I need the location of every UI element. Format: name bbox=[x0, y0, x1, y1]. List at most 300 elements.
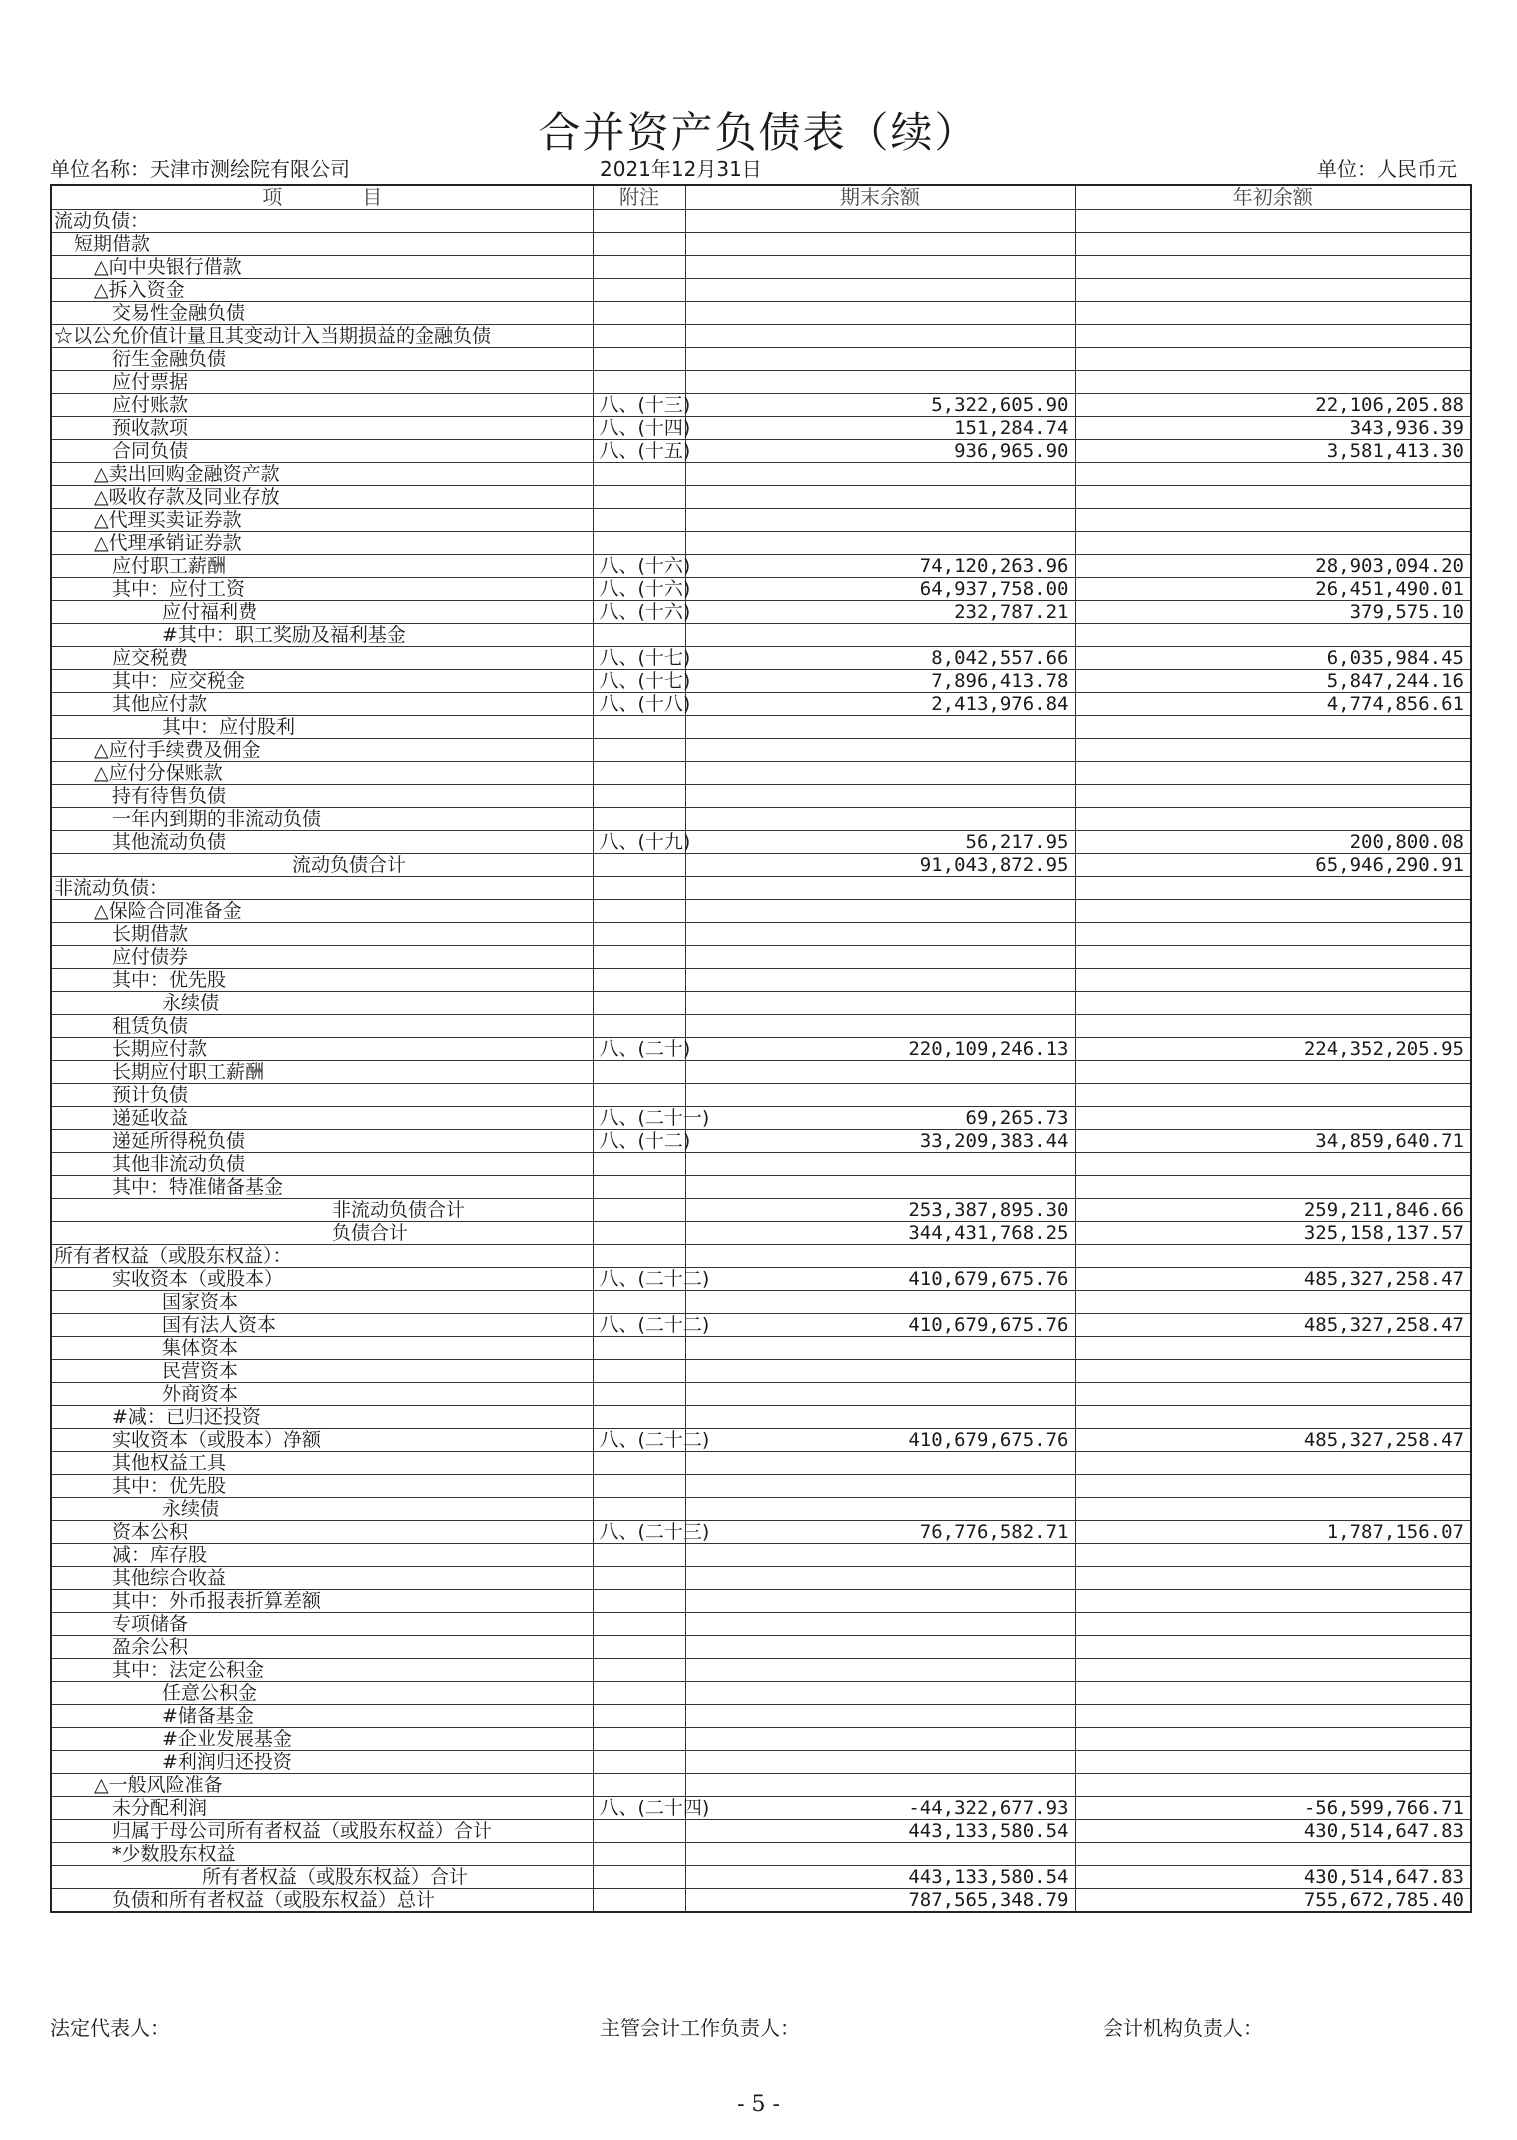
row-note bbox=[593, 370, 685, 393]
table-row bbox=[51, 1221, 1471, 1244]
row-note: 八、(十六) bbox=[593, 554, 685, 577]
row-note bbox=[593, 301, 685, 324]
table-row bbox=[51, 232, 1471, 255]
row-period-end bbox=[685, 807, 1075, 830]
row-note bbox=[593, 1681, 685, 1704]
header-period-end: 期末余额 bbox=[685, 185, 1075, 209]
row-period-begin bbox=[1075, 761, 1471, 784]
row-period-end: 151,284.74 bbox=[685, 416, 1075, 439]
row-note bbox=[593, 531, 685, 554]
row-period-begin bbox=[1075, 807, 1471, 830]
row-period-begin: 26,451,490.01 bbox=[1075, 577, 1471, 600]
row-period-end bbox=[685, 715, 1075, 738]
table-row bbox=[51, 1635, 1471, 1658]
row-period-begin bbox=[1075, 255, 1471, 278]
row-period-begin bbox=[1075, 1635, 1471, 1658]
row-label: 归属于母公司所有者权益（或股东权益）合计 bbox=[51, 1819, 593, 1842]
row-period-end: 443,133,580.54 bbox=[685, 1819, 1075, 1842]
table-row bbox=[51, 1014, 1471, 1037]
row-note bbox=[593, 1612, 685, 1635]
row-label: 其中：法定公积金 bbox=[51, 1658, 593, 1681]
table-row bbox=[51, 1773, 1471, 1796]
row-period-end bbox=[685, 1175, 1075, 1198]
row-period-begin bbox=[1075, 209, 1471, 232]
row-note bbox=[593, 968, 685, 991]
row-label: ☆以公允价值计量且其变动计入当期损益的金融负债 bbox=[51, 324, 593, 347]
row-note bbox=[593, 462, 685, 485]
table-row bbox=[51, 577, 1471, 600]
table-row bbox=[51, 1106, 1471, 1129]
row-note bbox=[593, 485, 685, 508]
row-period-begin bbox=[1075, 1497, 1471, 1520]
row-label: △代理承销证券款 bbox=[51, 531, 593, 554]
table-row bbox=[51, 508, 1471, 531]
row-period-end bbox=[685, 232, 1075, 255]
table-row bbox=[51, 1267, 1471, 1290]
row-note: 八、(十六) bbox=[593, 600, 685, 623]
table-row bbox=[51, 853, 1471, 876]
row-period-begin bbox=[1075, 278, 1471, 301]
row-note bbox=[593, 1060, 685, 1083]
row-period-begin bbox=[1075, 945, 1471, 968]
row-period-end bbox=[685, 968, 1075, 991]
table-row bbox=[51, 1589, 1471, 1612]
table-row bbox=[51, 1520, 1471, 1543]
row-label: 所有者权益（或股东权益）： bbox=[51, 1244, 593, 1267]
row-label: 资本公积 bbox=[51, 1520, 593, 1543]
table-row bbox=[51, 991, 1471, 1014]
legal-representative-label: 法定代表人： bbox=[50, 2016, 170, 2040]
row-label: 其中：应付工资 bbox=[51, 577, 593, 600]
table-row bbox=[51, 784, 1471, 807]
row-period-begin bbox=[1075, 1152, 1471, 1175]
row-period-begin bbox=[1075, 1612, 1471, 1635]
row-period-begin bbox=[1075, 1658, 1471, 1681]
table-row bbox=[51, 1336, 1471, 1359]
table-row bbox=[51, 1175, 1471, 1198]
row-period-begin bbox=[1075, 324, 1471, 347]
table-row bbox=[51, 715, 1471, 738]
row-label: 其他应付款 bbox=[51, 692, 593, 715]
row-note: 八、(十七) bbox=[593, 669, 685, 692]
table-row bbox=[51, 623, 1471, 646]
row-note bbox=[593, 807, 685, 830]
row-label: 实收资本（或股本） bbox=[51, 1267, 593, 1290]
row-period-begin: 3,581,413.30 bbox=[1075, 439, 1471, 462]
accounting-head-label: 主管会计工作负责人： bbox=[600, 2016, 800, 2040]
row-note bbox=[593, 1244, 685, 1267]
row-note bbox=[593, 1405, 685, 1428]
row-period-begin bbox=[1075, 876, 1471, 899]
row-period-begin bbox=[1075, 1405, 1471, 1428]
row-label: △拆入资金 bbox=[51, 278, 593, 301]
page-number: - 5 - bbox=[737, 2092, 780, 2117]
company-name: 单位名称：天津市测绘院有限公司 bbox=[50, 157, 350, 181]
row-period-end: 344,431,768.25 bbox=[685, 1221, 1075, 1244]
row-period-begin bbox=[1075, 1704, 1471, 1727]
row-note: 八、(二十四) bbox=[593, 1796, 685, 1819]
row-period-begin: 34,859,640.71 bbox=[1075, 1129, 1471, 1152]
table-row bbox=[51, 1612, 1471, 1635]
table-row bbox=[51, 1290, 1471, 1313]
row-period-begin bbox=[1075, 784, 1471, 807]
row-note bbox=[593, 715, 685, 738]
row-period-end bbox=[685, 1727, 1075, 1750]
row-period-end: 410,679,675.76 bbox=[685, 1313, 1075, 1336]
table-row bbox=[51, 439, 1471, 462]
table-row bbox=[51, 899, 1471, 922]
table-body bbox=[51, 209, 1471, 1912]
row-note: 八、(二十) bbox=[593, 1037, 685, 1060]
row-period-end bbox=[685, 1566, 1075, 1589]
row-period-begin bbox=[1075, 1589, 1471, 1612]
row-period-begin bbox=[1075, 508, 1471, 531]
row-label: 民营资本 bbox=[51, 1359, 593, 1382]
row-period-end: 253,387,895.30 bbox=[685, 1198, 1075, 1221]
row-period-begin bbox=[1075, 991, 1471, 1014]
row-period-end bbox=[685, 1635, 1075, 1658]
row-note bbox=[593, 1359, 685, 1382]
table-row bbox=[51, 255, 1471, 278]
table-row bbox=[51, 1796, 1471, 1819]
row-period-begin bbox=[1075, 1543, 1471, 1566]
row-period-end bbox=[685, 347, 1075, 370]
row-period-begin bbox=[1075, 462, 1471, 485]
row-period-end bbox=[685, 991, 1075, 1014]
row-period-end bbox=[685, 784, 1075, 807]
row-note bbox=[593, 738, 685, 761]
table-row bbox=[51, 1497, 1471, 1520]
table-row bbox=[51, 1842, 1471, 1865]
row-note bbox=[593, 1451, 685, 1474]
table-row bbox=[51, 807, 1471, 830]
table-row bbox=[51, 1060, 1471, 1083]
row-note: 八、(十四) bbox=[593, 416, 685, 439]
table-row bbox=[51, 393, 1471, 416]
row-label: 短期借款 bbox=[51, 232, 593, 255]
row-period-end bbox=[685, 531, 1075, 554]
row-label: 外商资本 bbox=[51, 1382, 593, 1405]
row-label: 永续债 bbox=[51, 991, 593, 1014]
row-note bbox=[593, 1474, 685, 1497]
table-row bbox=[51, 1129, 1471, 1152]
row-note: 八、(十八) bbox=[593, 692, 685, 715]
row-period-begin bbox=[1075, 922, 1471, 945]
row-label: 合同负债 bbox=[51, 439, 593, 462]
row-label: 减：库存股 bbox=[51, 1543, 593, 1566]
row-period-begin: 343,936.39 bbox=[1075, 416, 1471, 439]
table-row bbox=[51, 370, 1471, 393]
row-period-end bbox=[685, 1290, 1075, 1313]
table-row bbox=[51, 462, 1471, 485]
row-period-end: 33,209,383.44 bbox=[685, 1129, 1075, 1152]
page-title: 合并资产负债表（续） bbox=[538, 108, 979, 157]
row-period-begin bbox=[1075, 738, 1471, 761]
row-note bbox=[593, 508, 685, 531]
table-row bbox=[51, 554, 1471, 577]
row-label: 集体资本 bbox=[51, 1336, 593, 1359]
row-period-begin bbox=[1075, 623, 1471, 646]
row-note bbox=[593, 876, 685, 899]
row-period-begin: 325,158,137.57 bbox=[1075, 1221, 1471, 1244]
row-period-begin: 65,946,290.91 bbox=[1075, 853, 1471, 876]
row-label: 盈余公积 bbox=[51, 1635, 593, 1658]
row-label: 专项储备 bbox=[51, 1612, 593, 1635]
row-note bbox=[593, 1888, 685, 1912]
row-period-begin: 379,575.10 bbox=[1075, 600, 1471, 623]
row-period-end: 2,413,976.84 bbox=[685, 692, 1075, 715]
row-note: 八、(十六) bbox=[593, 577, 685, 600]
row-note bbox=[593, 623, 685, 646]
table-row bbox=[51, 209, 1471, 232]
row-note bbox=[593, 784, 685, 807]
table-row bbox=[51, 692, 1471, 715]
row-period-begin bbox=[1075, 232, 1471, 255]
row-note bbox=[593, 255, 685, 278]
table-row bbox=[51, 1819, 1471, 1842]
row-label: 非流动负债合计 bbox=[51, 1198, 593, 1221]
row-label: 应付票据 bbox=[51, 370, 593, 393]
row-period-begin bbox=[1075, 1474, 1471, 1497]
row-label: 其中：外币报表折算差额 bbox=[51, 1589, 593, 1612]
row-note bbox=[593, 278, 685, 301]
row-period-end bbox=[685, 876, 1075, 899]
row-period-end bbox=[685, 1612, 1075, 1635]
row-note bbox=[593, 1589, 685, 1612]
row-period-begin: 430,514,647.83 bbox=[1075, 1819, 1471, 1842]
header-period-begin: 年初余额 bbox=[1075, 185, 1471, 209]
row-label: 其他综合收益 bbox=[51, 1566, 593, 1589]
row-note bbox=[593, 899, 685, 922]
row-period-end bbox=[685, 278, 1075, 301]
row-label: 负债合计 bbox=[51, 1221, 593, 1244]
row-period-end bbox=[685, 324, 1075, 347]
row-note bbox=[593, 1727, 685, 1750]
row-period-begin: 5,847,244.16 bbox=[1075, 669, 1471, 692]
row-label: 国有法人资本 bbox=[51, 1313, 593, 1336]
row-note bbox=[593, 1704, 685, 1727]
row-period-end: 410,679,675.76 bbox=[685, 1267, 1075, 1290]
row-period-end bbox=[685, 738, 1075, 761]
row-period-end bbox=[685, 1060, 1075, 1083]
table-row bbox=[51, 761, 1471, 784]
row-label: 预计负债 bbox=[51, 1083, 593, 1106]
row-label: 递延收益 bbox=[51, 1106, 593, 1129]
table-row bbox=[51, 1865, 1471, 1888]
row-period-end: 74,120,263.96 bbox=[685, 554, 1075, 577]
row-label: #减：已归还投资 bbox=[51, 1405, 593, 1428]
row-period-begin bbox=[1075, 715, 1471, 738]
table-row bbox=[51, 278, 1471, 301]
row-period-begin bbox=[1075, 370, 1471, 393]
table-row bbox=[51, 1658, 1471, 1681]
row-note bbox=[593, 1658, 685, 1681]
row-label: 其他流动负债 bbox=[51, 830, 593, 853]
table-row bbox=[51, 1474, 1471, 1497]
row-period-begin bbox=[1075, 1382, 1471, 1405]
row-label: 应付职工薪酬 bbox=[51, 554, 593, 577]
row-period-begin: 224,352,205.95 bbox=[1075, 1037, 1471, 1060]
table-row bbox=[51, 531, 1471, 554]
currency-unit: 单位：人民币元 bbox=[1317, 157, 1457, 181]
row-note bbox=[593, 1152, 685, 1175]
row-label: △应付手续费及佣金 bbox=[51, 738, 593, 761]
row-period-end bbox=[685, 1474, 1075, 1497]
row-label: 所有者权益（或股东权益）合计 bbox=[51, 1865, 593, 1888]
row-period-begin bbox=[1075, 531, 1471, 554]
table-row bbox=[51, 738, 1471, 761]
row-period-end: -44,322,677.93 bbox=[685, 1796, 1075, 1819]
row-period-end: 7,896,413.78 bbox=[685, 669, 1075, 692]
row-period-end bbox=[685, 508, 1075, 531]
row-period-begin bbox=[1075, 347, 1471, 370]
row-label: 其中：优先股 bbox=[51, 968, 593, 991]
row-period-end bbox=[685, 1681, 1075, 1704]
row-label: △应付分保账款 bbox=[51, 761, 593, 784]
row-period-end bbox=[685, 1382, 1075, 1405]
table-row bbox=[51, 1727, 1471, 1750]
row-note bbox=[593, 1014, 685, 1037]
row-note bbox=[593, 761, 685, 784]
row-period-end: 443,133,580.54 bbox=[685, 1865, 1075, 1888]
row-note bbox=[593, 1083, 685, 1106]
row-period-end bbox=[685, 485, 1075, 508]
row-label: #其中：职工奖励及福利基金 bbox=[51, 623, 593, 646]
row-period-begin bbox=[1075, 1750, 1471, 1773]
row-period-end: 232,787.21 bbox=[685, 600, 1075, 623]
row-label: 长期借款 bbox=[51, 922, 593, 945]
table-row bbox=[51, 1681, 1471, 1704]
table-row bbox=[51, 1566, 1471, 1589]
row-period-begin: 755,672,785.40 bbox=[1075, 1888, 1471, 1912]
row-period-end: 936,965.90 bbox=[685, 439, 1075, 462]
row-period-begin: 4,774,856.61 bbox=[1075, 692, 1471, 715]
row-note bbox=[593, 1382, 685, 1405]
table-row bbox=[51, 1405, 1471, 1428]
row-period-end: 64,937,758.00 bbox=[685, 577, 1075, 600]
row-period-end bbox=[685, 1014, 1075, 1037]
row-note bbox=[593, 347, 685, 370]
row-label: △吸收存款及同业存放 bbox=[51, 485, 593, 508]
row-period-begin: 485,327,258.47 bbox=[1075, 1267, 1471, 1290]
agency-head-label: 会计机构负责人： bbox=[1103, 2016, 1263, 2040]
row-period-end bbox=[685, 1704, 1075, 1727]
row-label: 其中：应付股利 bbox=[51, 715, 593, 738]
row-period-begin bbox=[1075, 1566, 1471, 1589]
row-note: 八、(十三) bbox=[593, 393, 685, 416]
table-row bbox=[51, 347, 1471, 370]
row-note: 八、(十九) bbox=[593, 830, 685, 853]
row-note bbox=[593, 991, 685, 1014]
table-row bbox=[51, 1198, 1471, 1221]
row-note bbox=[593, 1773, 685, 1796]
row-period-end bbox=[685, 1451, 1075, 1474]
row-period-begin bbox=[1075, 1359, 1471, 1382]
report-date: 2021年12月31日 bbox=[600, 157, 762, 181]
row-period-end: 76,776,582.71 bbox=[685, 1520, 1075, 1543]
table-row bbox=[51, 1359, 1471, 1382]
row-label: 衍生金融负债 bbox=[51, 347, 593, 370]
row-note: 八、(十二) bbox=[593, 1129, 685, 1152]
row-label: 非流动负债： bbox=[51, 876, 593, 899]
row-label: 应付账款 bbox=[51, 393, 593, 416]
row-label: 任意公积金 bbox=[51, 1681, 593, 1704]
row-note bbox=[593, 1635, 685, 1658]
table-row bbox=[51, 1382, 1471, 1405]
table-row bbox=[51, 1750, 1471, 1773]
row-note bbox=[593, 1819, 685, 1842]
row-period-begin bbox=[1075, 968, 1471, 991]
row-period-end bbox=[685, 1083, 1075, 1106]
row-period-end bbox=[685, 1842, 1075, 1865]
row-period-end bbox=[685, 370, 1075, 393]
row-note bbox=[593, 853, 685, 876]
table-row bbox=[51, 1152, 1471, 1175]
row-period-end: 8,042,557.66 bbox=[685, 646, 1075, 669]
table-row bbox=[51, 1451, 1471, 1474]
row-period-begin: 28,903,094.20 bbox=[1075, 554, 1471, 577]
row-note bbox=[593, 1842, 685, 1865]
row-period-begin: 259,211,846.66 bbox=[1075, 1198, 1471, 1221]
row-period-begin bbox=[1075, 1083, 1471, 1106]
table-row bbox=[51, 1244, 1471, 1267]
table-row bbox=[51, 922, 1471, 945]
row-period-end bbox=[685, 255, 1075, 278]
row-label: 应交税费 bbox=[51, 646, 593, 669]
row-period-end bbox=[685, 899, 1075, 922]
row-label: 其中：应交税金 bbox=[51, 669, 593, 692]
row-period-begin bbox=[1075, 1727, 1471, 1750]
row-period-end bbox=[685, 761, 1075, 784]
row-period-end bbox=[685, 922, 1075, 945]
row-period-end: 787,565,348.79 bbox=[685, 1888, 1075, 1912]
row-note bbox=[593, 324, 685, 347]
row-period-begin: 430,514,647.83 bbox=[1075, 1865, 1471, 1888]
row-label: △保险合同准备金 bbox=[51, 899, 593, 922]
row-label: 租赁负债 bbox=[51, 1014, 593, 1037]
table-row bbox=[51, 301, 1471, 324]
table-row bbox=[51, 1083, 1471, 1106]
row-period-end bbox=[685, 1244, 1075, 1267]
table-row bbox=[51, 1704, 1471, 1727]
row-label: *少数股东权益 bbox=[51, 1842, 593, 1865]
row-note: 八、(二十二) bbox=[593, 1428, 685, 1451]
row-note: 八、(十五) bbox=[593, 439, 685, 462]
row-label: 持有待售负债 bbox=[51, 784, 593, 807]
row-period-begin bbox=[1075, 1290, 1471, 1313]
row-note: 八、(二十三) bbox=[593, 1520, 685, 1543]
row-period-end bbox=[685, 623, 1075, 646]
row-period-begin: 22,106,205.88 bbox=[1075, 393, 1471, 416]
row-label: #储备基金 bbox=[51, 1704, 593, 1727]
row-period-end: 69,265.73 bbox=[685, 1106, 1075, 1129]
row-period-end bbox=[685, 945, 1075, 968]
row-period-end: 410,679,675.76 bbox=[685, 1428, 1075, 1451]
table-row bbox=[51, 830, 1471, 853]
row-label: △卖出回购金融资产款 bbox=[51, 462, 593, 485]
row-label: △一般风险准备 bbox=[51, 1773, 593, 1796]
table-row bbox=[51, 876, 1471, 899]
row-period-begin bbox=[1075, 1451, 1471, 1474]
row-label: 负债和所有者权益（或股东权益）总计 bbox=[51, 1888, 593, 1912]
row-note bbox=[593, 1497, 685, 1520]
row-label: #利润归还投资 bbox=[51, 1750, 593, 1773]
row-period-begin: 485,327,258.47 bbox=[1075, 1428, 1471, 1451]
row-note bbox=[593, 1175, 685, 1198]
row-label: △向中央银行借款 bbox=[51, 255, 593, 278]
table-row bbox=[51, 1888, 1471, 1912]
row-note bbox=[593, 922, 685, 945]
